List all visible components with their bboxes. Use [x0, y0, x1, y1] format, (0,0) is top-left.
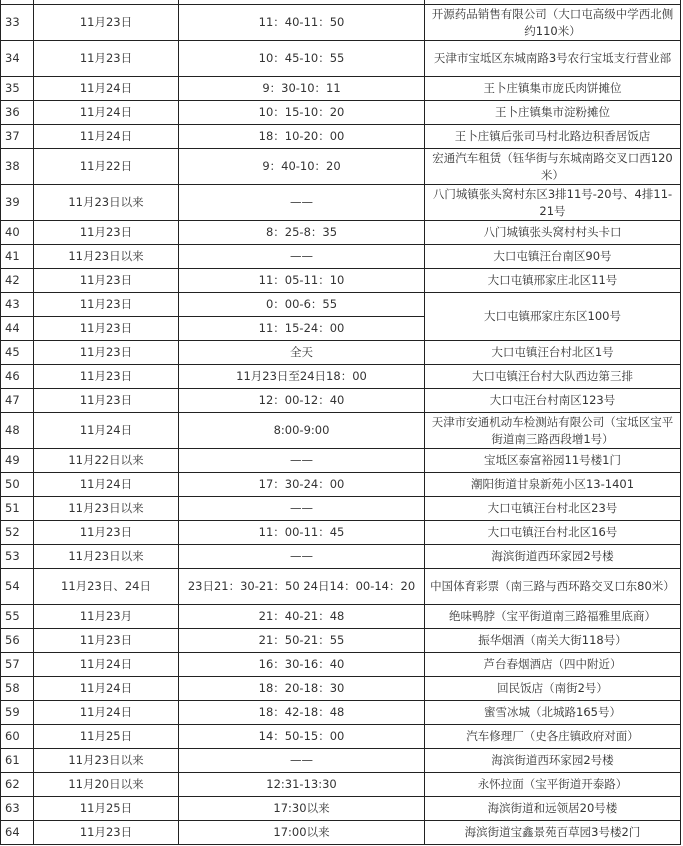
- location-cell: 天津市安通机动车检测站有限公司（宝坻区宝平街道南三路西段增1号）: [425, 413, 681, 449]
- location-cell: 大口屯镇汪台村大队西边第三排: [425, 365, 681, 389]
- row-number-cell: 64: [1, 821, 34, 845]
- date-cell: 11月23日: [34, 365, 179, 389]
- time-cell: 0：00-6：55: [179, 293, 425, 317]
- location-cell: 汽车修理厂（史各庄镇政府对面）: [425, 725, 681, 749]
- table-row: [1, 413, 681, 449]
- row-number-cell: 50: [1, 473, 34, 497]
- location-cell: 王卜庄镇集市淀粉摊位: [425, 101, 681, 125]
- date-cell: 11月23日以来: [34, 185, 179, 221]
- time-cell: 11：15-24：00: [179, 317, 425, 341]
- date-cell: 11月23日: [34, 41, 179, 77]
- row-number-cell: 42: [1, 269, 34, 293]
- date-cell: 11月23日: [34, 341, 179, 365]
- date-cell: 11月23日以来: [34, 749, 179, 773]
- location-cell: 永怀拉面（宝平街道开泰路）: [425, 773, 681, 797]
- location-cell: 八门城镇张头窝村东区3排11号-20号、4排11-21号: [425, 185, 681, 221]
- time-cell: 23日21：30-21：50 24日14：00-14：20: [179, 569, 425, 605]
- date-cell: 11月23日以来: [34, 497, 179, 521]
- row-number-cell: 52: [1, 521, 34, 545]
- time-cell: 8:00-9:00: [179, 413, 425, 449]
- date-cell: 11月23日: [34, 629, 179, 653]
- table-row: [1, 341, 681, 365]
- date-cell: 11月23日: [34, 293, 179, 317]
- time-cell: 12：00-12：40: [179, 389, 425, 413]
- time-cell: 17:00以来: [179, 821, 425, 845]
- row-number-cell: 41: [1, 245, 34, 269]
- date-cell: 11月23日: [34, 821, 179, 845]
- location-cell: 海滨街道西环家园2号楼: [425, 545, 681, 569]
- time-cell: ——: [179, 449, 425, 473]
- row-number-cell: 53: [1, 545, 34, 569]
- location-cell: 大口屯镇汪台村北区23号: [425, 497, 681, 521]
- time-cell: 11：40-11：50: [179, 5, 425, 41]
- date-cell: 11月23日、24日: [34, 569, 179, 605]
- table-row: [1, 473, 681, 497]
- location-cell: 海滨街道宝鑫景苑百草园3号楼2门: [425, 821, 681, 845]
- date-cell: 11月20日以来: [34, 773, 179, 797]
- location-cell: 大口屯镇汪台村北区16号: [425, 521, 681, 545]
- row-number-cell: 43: [1, 293, 34, 317]
- time-cell: ——: [179, 185, 425, 221]
- time-cell: 11：05-11：10: [179, 269, 425, 293]
- table-row: [1, 389, 681, 413]
- time-cell: 9：40-10：20: [179, 149, 425, 185]
- table-row: [1, 365, 681, 389]
- row-number-cell: 59: [1, 701, 34, 725]
- time-cell: 全天: [179, 341, 425, 365]
- table-row: [1, 545, 681, 569]
- row-number-cell: 48: [1, 413, 34, 449]
- date-cell: 11月25日: [34, 797, 179, 821]
- location-cell: 大口屯镇汪台村北区1号: [425, 341, 681, 365]
- date-cell: 11月23日: [34, 317, 179, 341]
- table-row: [1, 653, 681, 677]
- time-cell: 17：30-24：00: [179, 473, 425, 497]
- location-cell: 绝味鸭脖（宝平街道南三路福雅里底商）: [425, 605, 681, 629]
- table-row: [1, 773, 681, 797]
- table-row: [1, 149, 681, 185]
- date-cell: 11月24日: [34, 77, 179, 101]
- table-row: [1, 185, 681, 221]
- time-cell: 14：50-15：00: [179, 725, 425, 749]
- time-cell: ——: [179, 545, 425, 569]
- table-row: [1, 449, 681, 473]
- table-row: [1, 677, 681, 701]
- row-number-cell: 61: [1, 749, 34, 773]
- table-row: [1, 5, 681, 41]
- row-number-cell: 34: [1, 41, 34, 77]
- date-cell: 11月23日以来: [34, 245, 179, 269]
- table-row: [1, 797, 681, 821]
- row-number-cell: 51: [1, 497, 34, 521]
- location-cell: 潮阳街道甘泉新苑小区13-1401: [425, 473, 681, 497]
- location-cell: 天津市宝坻区东城南路3号农行宝坻支行营业部: [425, 41, 681, 77]
- row-number-cell: 57: [1, 653, 34, 677]
- date-cell: 11月23日: [34, 269, 179, 293]
- time-cell: ——: [179, 497, 425, 521]
- table-row: [1, 605, 681, 629]
- table-row: [1, 821, 681, 845]
- table-row: [1, 269, 681, 293]
- table-row: [1, 293, 681, 317]
- row-number-cell: 38: [1, 149, 34, 185]
- table-row: [1, 629, 681, 653]
- time-cell: 17:30以来: [179, 797, 425, 821]
- row-number-cell: 58: [1, 677, 34, 701]
- location-cell: 大口屯镇汪台南区90号: [425, 245, 681, 269]
- date-cell: 11月24日: [34, 653, 179, 677]
- row-number-cell: 54: [1, 569, 34, 605]
- location-cell: 大口屯镇邢家庄东区100号: [425, 293, 681, 341]
- location-cell: 回民饭店（南街2号）: [425, 677, 681, 701]
- location-cell: 芦台春烟酒店（四中附近）: [425, 653, 681, 677]
- date-cell: 11月22日以来: [34, 449, 179, 473]
- date-cell: 11月24日: [34, 677, 179, 701]
- table-row: [1, 725, 681, 749]
- location-cell: 王卜庄镇后张司马村北路边积香居饭店: [425, 125, 681, 149]
- location-cell: 王卜庄镇集市庞氏肉饼摊位: [425, 77, 681, 101]
- row-number-cell: 33: [1, 5, 34, 41]
- table-row: [1, 245, 681, 269]
- row-number-cell: 36: [1, 101, 34, 125]
- row-number-cell: 39: [1, 185, 34, 221]
- table-row: [1, 497, 681, 521]
- date-cell: 11月24日: [34, 701, 179, 725]
- table-row: [1, 749, 681, 773]
- table-row: [1, 125, 681, 149]
- location-cell: 宝坻区泰富裕园11号楼1门: [425, 449, 681, 473]
- time-cell: 12:31-13:30: [179, 773, 425, 797]
- date-cell: 11月24日: [34, 473, 179, 497]
- time-cell: 21：40-21：48: [179, 605, 425, 629]
- row-number-cell: 37: [1, 125, 34, 149]
- table-row: [1, 701, 681, 725]
- location-cell: 八门城镇张头窝村村头卡口: [425, 221, 681, 245]
- date-cell: 11月23日: [34, 521, 179, 545]
- row-number-cell: 63: [1, 797, 34, 821]
- time-cell: ——: [179, 245, 425, 269]
- row-number-cell: 55: [1, 605, 34, 629]
- row-number-cell: 62: [1, 773, 34, 797]
- location-cell: 大口屯汪台村南区123号: [425, 389, 681, 413]
- row-number-cell: 47: [1, 389, 34, 413]
- row-number-cell: 56: [1, 629, 34, 653]
- date-cell: 11月23日: [34, 221, 179, 245]
- location-cell: 海滨街道西环家园2号楼: [425, 749, 681, 773]
- date-cell: 11月23月: [34, 605, 179, 629]
- row-number-cell: 60: [1, 725, 34, 749]
- time-cell: 11：00-11：45: [179, 521, 425, 545]
- table-row: [1, 101, 681, 125]
- row-number-cell: 46: [1, 365, 34, 389]
- location-cell: 蜜雪冰城（北城路165号）: [425, 701, 681, 725]
- date-cell: 11月24日: [34, 125, 179, 149]
- time-cell: 21：50-21：55: [179, 629, 425, 653]
- date-cell: 11月24日: [34, 413, 179, 449]
- date-cell: 11月22日: [34, 149, 179, 185]
- time-cell: 11月23日至24日18：00: [179, 365, 425, 389]
- time-cell: 18：42-18：48: [179, 701, 425, 725]
- time-cell: 10：15-10：20: [179, 101, 425, 125]
- time-cell: 10：45-10：55: [179, 41, 425, 77]
- date-cell: 11月23日以来: [34, 545, 179, 569]
- time-cell: ——: [179, 749, 425, 773]
- table-row: [1, 77, 681, 101]
- date-cell: 11月25日: [34, 725, 179, 749]
- date-cell: 11月23日: [34, 5, 179, 41]
- location-cell: 开源药品销售有限公司（大口屯高级中学西北侧约110米）: [425, 5, 681, 41]
- date-cell: 11月23日: [34, 389, 179, 413]
- table-row: [1, 221, 681, 245]
- time-cell: 18：10-20：00: [179, 125, 425, 149]
- row-number-cell: 35: [1, 77, 34, 101]
- location-cell: 大口屯镇邢家庄北区11号: [425, 269, 681, 293]
- row-number-cell: 40: [1, 221, 34, 245]
- time-cell: 18：20-18：30: [179, 677, 425, 701]
- time-cell: 9：30-10：11: [179, 77, 425, 101]
- time-cell: 16：30-16：40: [179, 653, 425, 677]
- table-row: [1, 41, 681, 77]
- date-cell: 11月24日: [34, 101, 179, 125]
- row-number-cell: 44: [1, 317, 34, 341]
- time-cell: 8：25-8：35: [179, 221, 425, 245]
- location-cell: 振华烟酒（南关大街118号）: [425, 629, 681, 653]
- table-row: [1, 569, 681, 605]
- table-row: [1, 521, 681, 545]
- table-body: [1, 0, 681, 845]
- location-cell: 中国体育彩票（南三路与西环路交叉口东80米）: [425, 569, 681, 605]
- location-cell: 宏通汽车租赁（钰华街与东城南路交叉口西120米）: [425, 149, 681, 185]
- location-cell: 海滨街道和远领居20号楼: [425, 797, 681, 821]
- row-number-cell: 45: [1, 341, 34, 365]
- row-number-cell: 49: [1, 449, 34, 473]
